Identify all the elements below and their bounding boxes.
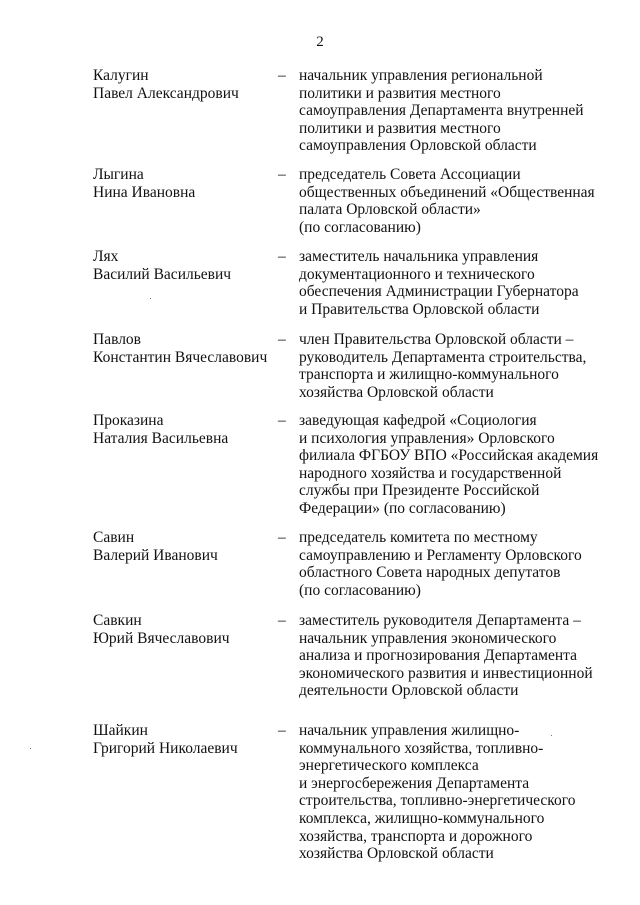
position-line: областного Совета народных депутатов [299,564,561,582]
member-given-names: Константин Вячеславович [93,348,268,366]
member-position [299,612,619,700]
position-line: и Правительства Орловской области [299,300,540,318]
position-line: транспорта и жилищно-коммунального [299,366,559,384]
position-line: экономического развития и инвестиционной [299,664,593,682]
member-given-names: Наталия Васильевна [93,429,229,447]
scan-speck [551,735,552,736]
position-line: филиала ФГБОУ ВПО «Российская академия [299,447,599,465]
position-line: документационного и технического [299,265,535,283]
position-line: заместитель руководителя Департамента – [299,612,581,629]
position-line: член Правительства Орловской области – [299,331,574,348]
member-given-names: Валерий Иванович [93,546,218,564]
position-line: деятельности Орловской области [299,682,519,700]
member-surname: Лыгина [93,166,144,183]
position-line: руководитель Департамента строительства, [299,348,587,366]
position-line: начальник управления жилищно- [299,722,520,739]
scan-speck [30,748,31,749]
member-name [93,412,278,447]
dash-separator: – [278,248,286,265]
member-surname: Проказина [93,412,164,429]
member-name [93,612,278,647]
member-position [299,412,619,518]
dash-separator: – [278,412,286,429]
member-position [299,67,619,155]
position-line: коммунального хозяйства, топливно- [299,739,544,757]
position-line: и психология управления» Орловского [299,429,555,447]
position-line: и энергосбережения Департамента [299,774,530,792]
member-given-names: Григорий Николаевич [93,739,238,757]
position-line: председатель комитета по местному [299,529,538,546]
dash-separator: – [278,166,286,183]
member-given-names: Нина Ивановна [93,183,196,201]
member-given-names: Юрий Вячеславович [93,629,230,647]
position-line: Федерации» (по согласованию) [299,499,506,517]
member-name [93,722,278,757]
member-surname: Павлов [93,331,141,348]
member-position [299,166,619,236]
position-line: самоуправлению и Регламенту Орловского [299,546,582,564]
position-line: анализа и прогнозирования Департамента [299,647,578,665]
position-line: общественных объединений «Общественная [299,183,595,201]
member-name [93,248,278,283]
position-line: политики и развития местного [299,119,501,137]
position-line: хозяйства Орловской области [299,383,494,401]
member-position [299,722,619,863]
scan-speck [150,298,151,299]
position-line: народного хозяйства и государственной [299,464,562,482]
position-line: энергетического комплекса [299,757,479,775]
position-line: хозяйства Орловской области [299,845,494,863]
position-line: строительства, топливно-энергетического [299,792,576,810]
dash-separator: – [278,722,286,739]
member-position [299,331,619,401]
position-line: комплекса, жилищно-коммунального [299,809,545,827]
position-line: заведующая кафедрой «Социология [299,412,537,429]
dash-separator: – [278,529,286,546]
member-position [299,529,619,599]
position-line: самоуправления Департамента внутренней [299,102,584,120]
member-surname: Шайкин [93,722,148,739]
position-line: начальник управления региональной [299,67,543,84]
position-line: председатель Совета Ассоциации [299,166,521,183]
dash-separator: – [278,67,286,84]
member-name [93,67,278,102]
position-line: палата Орловской области» [299,201,481,219]
position-line: самоуправления Орловской области [299,137,537,155]
position-line: обеспечения Администрации Губернатора [299,283,579,301]
position-line: политики и развития местного [299,84,501,102]
member-position [299,248,619,318]
member-name [93,166,278,201]
position-line: (по согласованию) [299,218,421,236]
member-surname: Лях [93,248,119,265]
dash-separator: – [278,612,286,629]
member-given-names: Павел Александрович [93,84,239,102]
position-line: заместитель начальника управления [299,248,539,265]
member-surname: Савкин [93,612,142,629]
member-given-names: Василий Васильевич [93,265,232,283]
page-number: 2 [316,34,324,50]
position-line: службы при Президенте Российской [299,482,540,500]
member-name [93,529,278,564]
member-name [93,331,278,366]
dash-separator: – [278,331,286,348]
position-line: начальник управления экономического [299,629,557,647]
position-line: хозяйства, транспорта и дорожного [299,827,533,845]
member-surname: Калугин [93,67,149,84]
position-line: (по согласованию) [299,581,421,599]
member-surname: Савин [93,529,135,546]
